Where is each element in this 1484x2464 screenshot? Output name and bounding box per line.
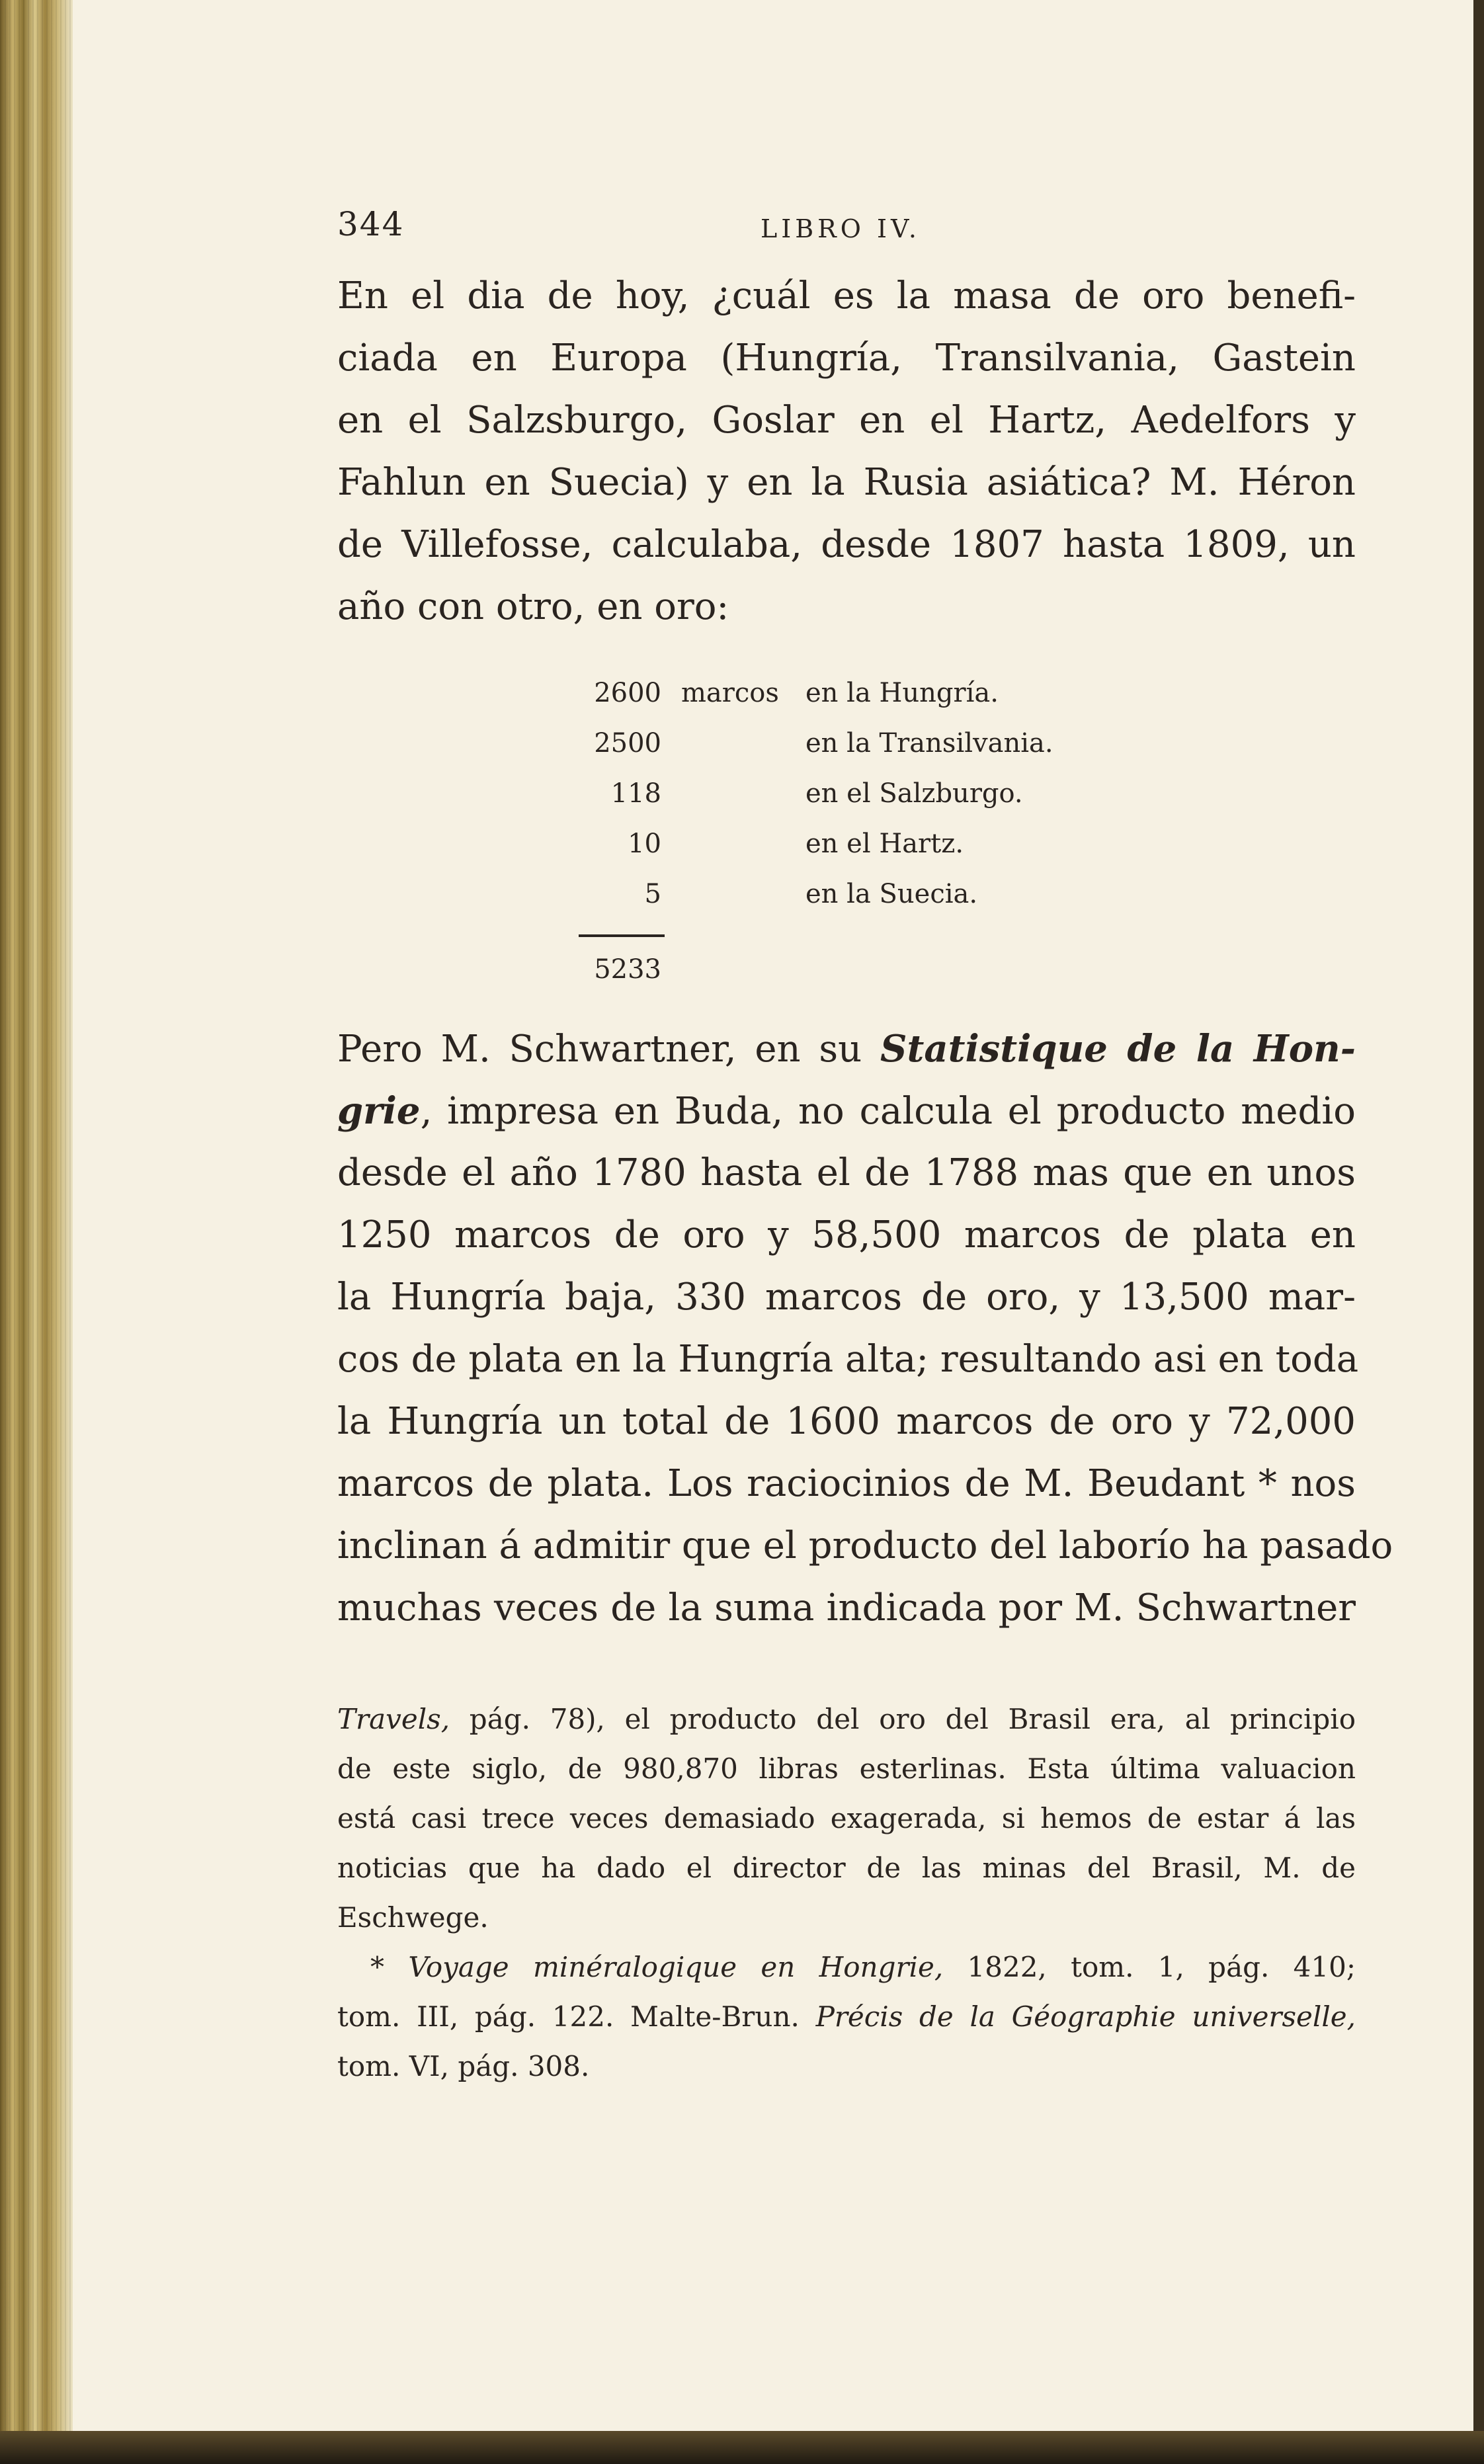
paragraph-line: Fahlun en Suecia) y en la Rusia asiática? M. Héron — [337, 461, 1356, 504]
page-shadow-right — [1473, 0, 1484, 2464]
table-place: en el Hartz. — [805, 829, 964, 859]
footnote-line — [370, 1951, 1356, 1983]
footnote-line: de este siglo, de 980,870 libras esterlinas. Esta última valuacion — [337, 1752, 1356, 1785]
paragraph-line: marcos de plata. Los raciocinios de M. Beudant * nos — [337, 1462, 1356, 1505]
table-amount: 118 — [610, 778, 661, 809]
footnote-line — [337, 1703, 1356, 1735]
footnote-text: pág. 78), el producto del oro del Brasil era, al principio — [450, 1703, 1356, 1735]
paragraph-line: cos de plata en la Hungría alta; resultando asi en toda — [337, 1338, 1359, 1381]
book-title: grie — [337, 1089, 421, 1133]
page-shadow-bottom — [0, 2431, 1484, 2464]
footnote-line — [337, 2000, 1356, 2033]
footnote-text: 1822, tom. 1, pág. 410; — [943, 1951, 1356, 1983]
page-gilt-edge — [0, 0, 73, 2431]
footnote-text: tom. III, pág. 122. Malte-Brun. — [337, 2000, 816, 2033]
table-total: 5233 — [594, 954, 661, 985]
paragraph-line: muchas veces de la suma indicada por M. Schwartner — [337, 1586, 1356, 1629]
table-place: en la Transilvania. — [805, 728, 1053, 759]
footnote-italic: Travels, — [337, 1703, 450, 1735]
footnote-line: noticias que ha dado el director de las minas del Brasil, M. de — [337, 1852, 1356, 1884]
paragraph-line: la Hungría baja, 330 marcos de oro, y 13,500 mar- — [337, 1276, 1356, 1319]
paragraph-line: 1250 marcos de oro y 58,500 marcos de plata en — [337, 1213, 1356, 1256]
paragraph-line: en el Salzsburgo, Goslar en el Hartz, Aedelfors y — [337, 399, 1356, 442]
page-number: 344 — [337, 205, 405, 243]
paragraph-line: ciada en Europa (Hungría, Transilvania, Gastein — [337, 337, 1356, 380]
paragraph-line: inclinan á admitir que el producto del laborío ha pasado — [337, 1524, 1393, 1567]
footnote-italic: Précis de la Géographie universelle, — [815, 2000, 1356, 2033]
paragraph-line: de Villefosse, calculaba, desde 1807 hasta 1809, un — [337, 523, 1356, 566]
table-amount: 10 — [628, 829, 661, 859]
paragraph-line: desde el año 1780 hasta el de 1788 mas que en unos — [337, 1151, 1356, 1194]
paragraph-text: , impresa en Buda, no calcula el producto medio — [420, 1090, 1356, 1133]
table-place: en la Suecia. — [805, 879, 978, 909]
footnote-line: Eschwege. — [337, 1901, 489, 1934]
sum-rule — [579, 934, 665, 937]
table-unit: marcos — [681, 678, 779, 708]
paragraph-line: la Hungría un total de 1600 marcos de oro y 72,000 — [337, 1400, 1356, 1443]
paragraph-line — [337, 1089, 1356, 1133]
paragraph-text: Pero M. Schwartner, en su — [337, 1028, 881, 1071]
table-amount: 2500 — [594, 728, 661, 759]
paragraph-line: En el dia de hoy, ¿cuál es la masa de oro benefi- — [337, 274, 1356, 317]
table-amount: 2600 — [594, 678, 661, 708]
paragraph-line — [337, 1027, 1356, 1071]
running-head: LIBRO IV. — [761, 214, 921, 243]
table-place: en el Salzburgo. — [805, 778, 1023, 809]
footnote-italic: Voyage minéralogique en Hongrie, — [408, 1951, 944, 1983]
table-place: en la Hungría. — [805, 678, 999, 708]
page-header — [337, 205, 1356, 258]
book-title: Statistique de la Hon- — [880, 1027, 1356, 1071]
footnote-line: está casi trece veces demasiado exagerada, si hemos de estar á las — [337, 1802, 1356, 1834]
paragraph-line: año con otro, en oro: — [337, 585, 729, 628]
footnote-marker: * — [370, 1951, 409, 1983]
footnote-line: tom. VI, pág. 308. — [337, 2050, 590, 2082]
table-amount: 5 — [644, 879, 661, 909]
